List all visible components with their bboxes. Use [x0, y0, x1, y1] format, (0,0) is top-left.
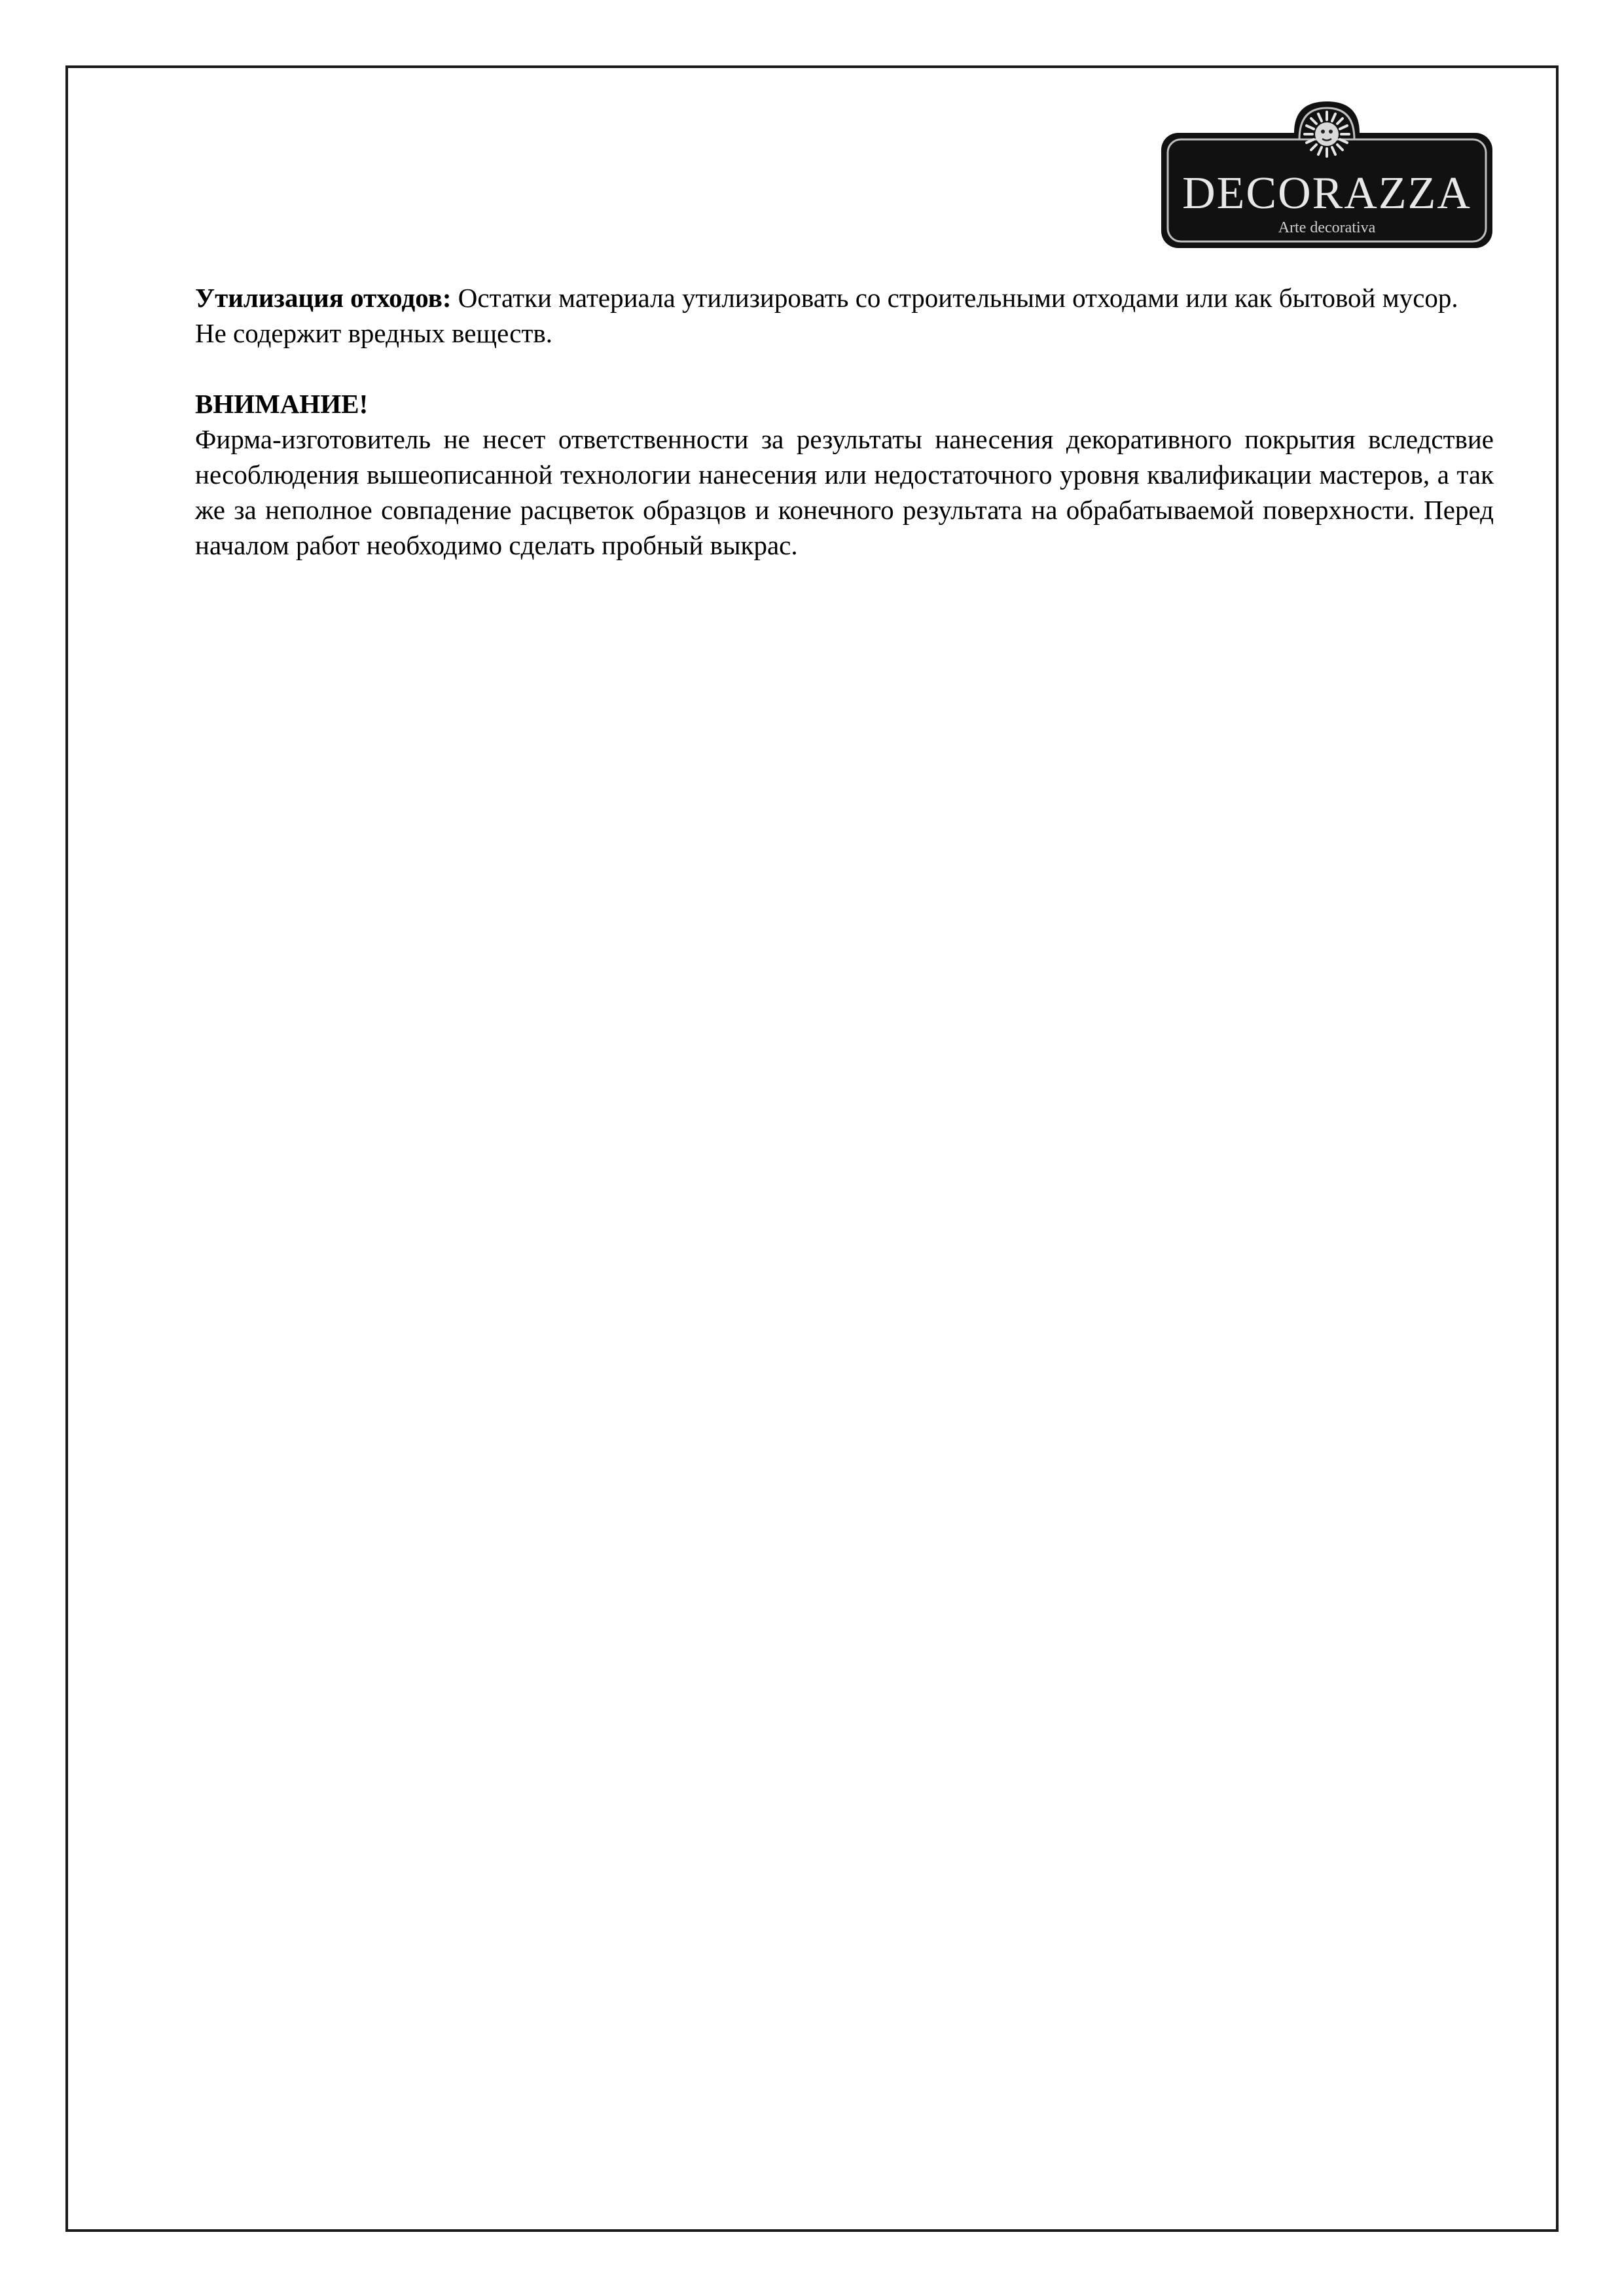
decorazza-logo [1160, 94, 1494, 249]
disposal-label: Утилизация отходов: [195, 283, 452, 313]
document-body [195, 280, 1494, 563]
warning-paragraph: Фирма-изготовитель не несет ответственности за результаты нанесения декоративного покрытия вследствие несоблюдения вышеописанной технологии нанесения или недостаточного уровня квалификации мастеров, а так же за неполное совпадение расцветок образцов и конечного результата на обрабатываемой поверхности. Перед началом работ необходимо сделать пробный выкрас. [195, 424, 1494, 560]
disposal-text: Остатки материала утилизировать со строительными отходами или как бытовой мусор. Не содержит вредных веществ. [195, 283, 1458, 348]
disposal-paragraph [195, 280, 1494, 351]
logo-tagline-text: Arte decorativa [1278, 219, 1376, 236]
logo-brand-text: DECORAZZA [1182, 168, 1471, 219]
sun-face-icon [1305, 112, 1349, 156]
paragraph-gap [195, 351, 1494, 386]
warning-title: ВНИМАНИЕ! [195, 389, 369, 419]
